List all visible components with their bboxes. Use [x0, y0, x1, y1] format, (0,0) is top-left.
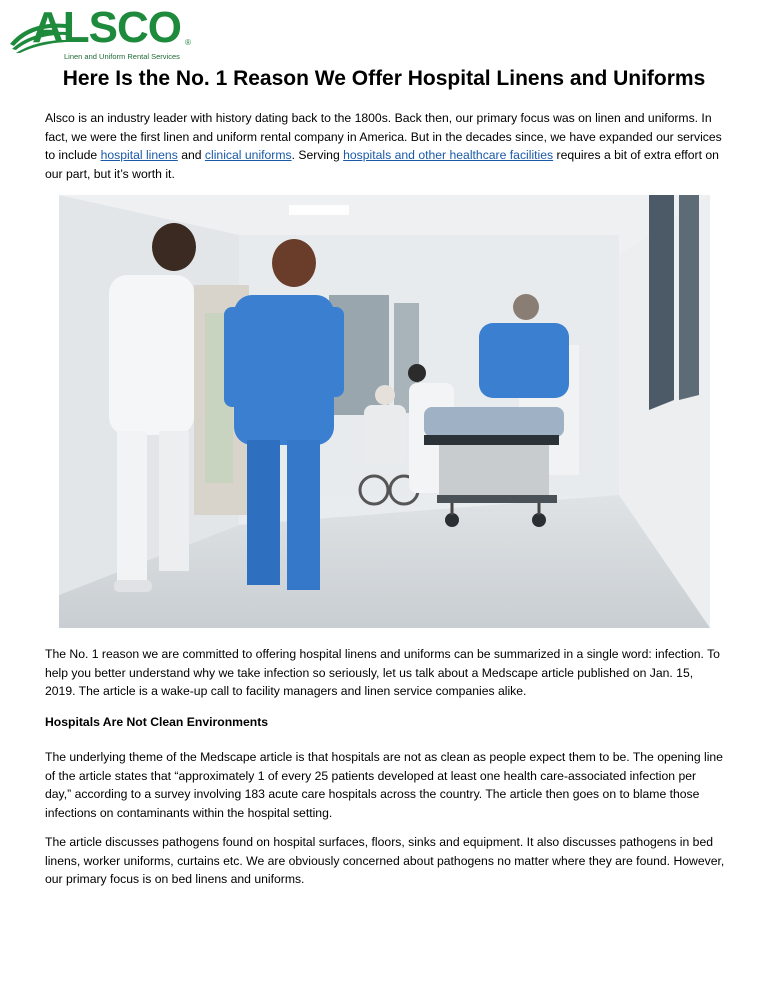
intro-text-3: . Serving: [291, 148, 344, 163]
logo-tagline: Linen and Uniform Rental Services: [64, 52, 180, 61]
page-title: Here Is the No. 1 Reason We Offer Hospital Linens and Uniforms: [62, 67, 706, 90]
hospital-corridor-photo: [59, 195, 710, 628]
medscape-paragraph: The underlying theme of the Medscape article is that hospitals are not as clean as people expect them to be. The opening line of the article states that “approximately 1 of every 25 patients developed at least one health care-associated infection per day,” according to a survey involving 183 acute care hospitals across the country. The article then goes on to blame those infections on contaminants within the hospital setting.: [45, 750, 723, 820]
intro-text-4: requires a bit of extra effort on our part, but it’s worth it.: [45, 148, 719, 181]
intro-text-2: and: [177, 148, 205, 163]
intro-paragraph: [45, 109, 725, 183]
logo-registered-mark: ®: [185, 38, 191, 47]
hospital-linens-link[interactable]: hospital linens: [100, 148, 178, 163]
healthcare-facilities-link[interactable]: hospitals and other healthcare facilities: [343, 148, 554, 163]
infection-paragraph: The No. 1 reason we are committed to offering hospital linens and uniforms can be summarized in a single word: infection. To help you better understand why we take infection so seriously, let us talk about a Medscape article published on Jan. 15, 2019. The article is a wake-up call to facility managers and linen service companies alike.: [45, 647, 720, 699]
clinical-uniforms-link[interactable]: clinical uniforms: [204, 148, 292, 163]
section-heading: Hospitals Are Not Clean Environments: [45, 715, 269, 729]
pathogens-paragraph: The article discusses pathogens found on hospital surfaces, floors, sinks and equipment. It also discusses pathogens in bed linens, worker uniforms, curtains etc. We are obviously concerned about pathogens no matter where they are found. However, our primary focus is on bed linens and uniforms.: [45, 835, 725, 887]
intro-text-1: Alsco is an industry leader with history dating back to the 1800s. Back then, our primary focus was on linen and uniforms. In fact, we were the first linen and uniform rental company in America. But in the decades since, we have expanded our services to include: [45, 111, 722, 163]
logo-wordmark: ALSCO: [32, 3, 181, 52]
alsco-logo: [8, 3, 193, 66]
